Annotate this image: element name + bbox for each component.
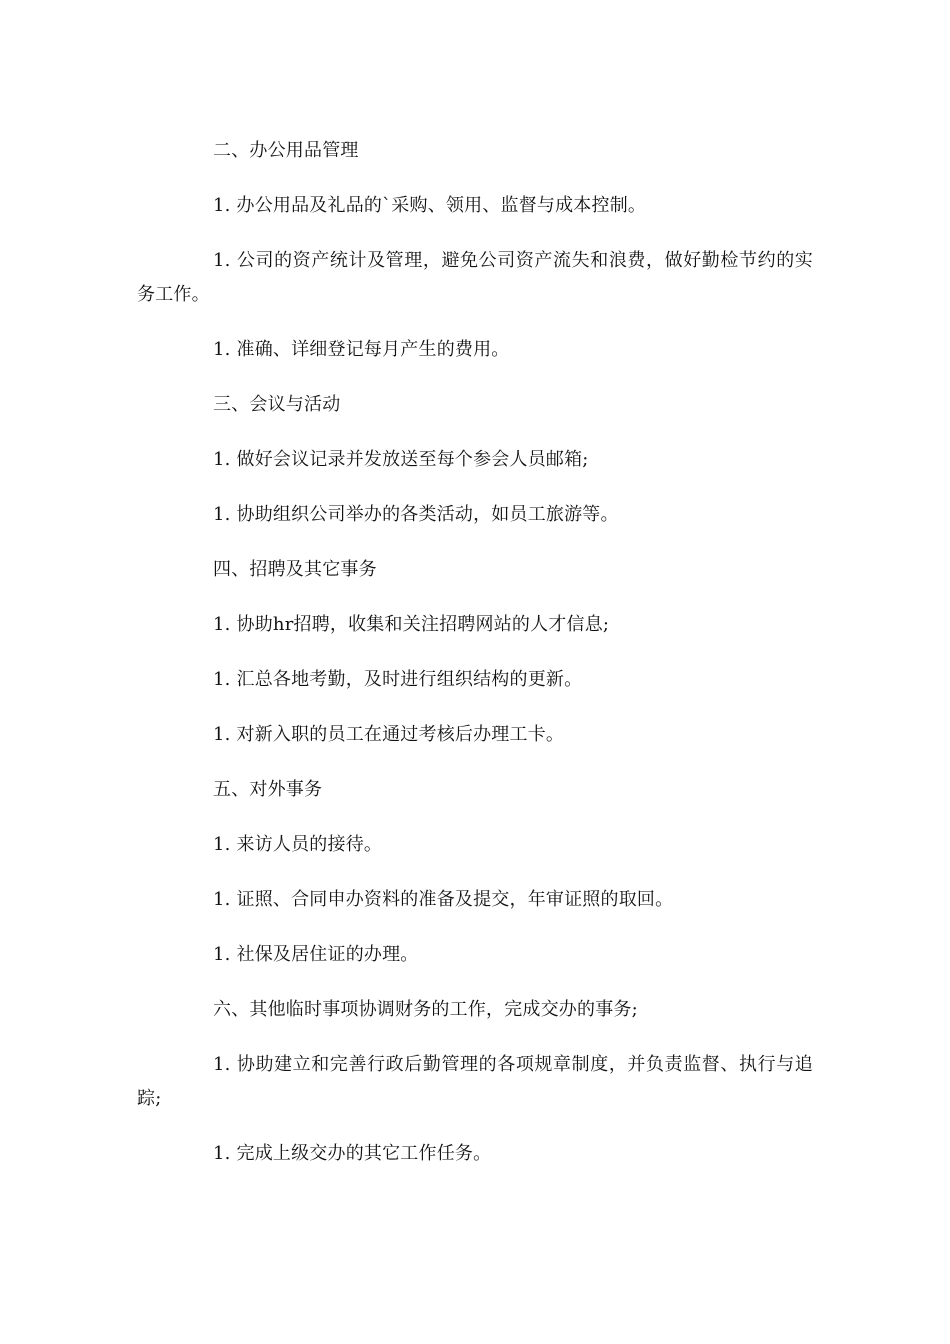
list-item: 1. 准确、详细登记每月产生的费用。 bbox=[213, 339, 510, 360]
list-item: 1. 对新入职的员工在通过考核后办理工卡。 bbox=[213, 724, 565, 745]
list-item: 1. 汇总各地考勤，及时进行组织结构的更新。 bbox=[213, 669, 583, 690]
section-heading-meetings: 三、会议与活动 bbox=[213, 394, 341, 415]
list-item: 1. 公司的资产统计及管理，避免公司资产流失和浪费，做好勤检节约的实务工作。 bbox=[137, 250, 813, 305]
list-item: 1. 协助hr招聘，收集和关注招聘网站的人才信息; bbox=[213, 614, 610, 635]
list-item: 1. 协助组织公司举办的各类活动，如员工旅游等。 bbox=[213, 504, 619, 525]
list-item: 1. 协助建立和完善行政后勤管理的各项规章制度，并负责监督、执行与追踪; bbox=[137, 1054, 813, 1109]
section-heading-external-affairs: 五、对外事务 bbox=[213, 779, 323, 800]
list-item: 1. 证照、合同申办资料的准备及提交，年审证照的取回。 bbox=[213, 889, 674, 910]
list-item: 1. 做好会议记录并发放送至每个参会人员邮箱; bbox=[213, 449, 589, 470]
list-item: 1. 完成上级交办的其它工作任务。 bbox=[213, 1143, 492, 1164]
document-body bbox=[137, 134, 813, 1192]
section-heading-office-supplies: 二、办公用品管理 bbox=[213, 140, 359, 161]
section-heading-recruitment: 四、招聘及其它事务 bbox=[213, 559, 377, 580]
list-item: 1. 来访人员的接待。 bbox=[213, 834, 383, 855]
section-heading-other-matters: 六、其他临时事项协调财务的工作，完成交办的事务; bbox=[213, 999, 638, 1020]
list-item: 1. 办公用品及礼品的`采购、领用、监督与成本控制。 bbox=[213, 195, 647, 216]
list-item: 1. 社保及居住证的办理。 bbox=[213, 944, 419, 965]
